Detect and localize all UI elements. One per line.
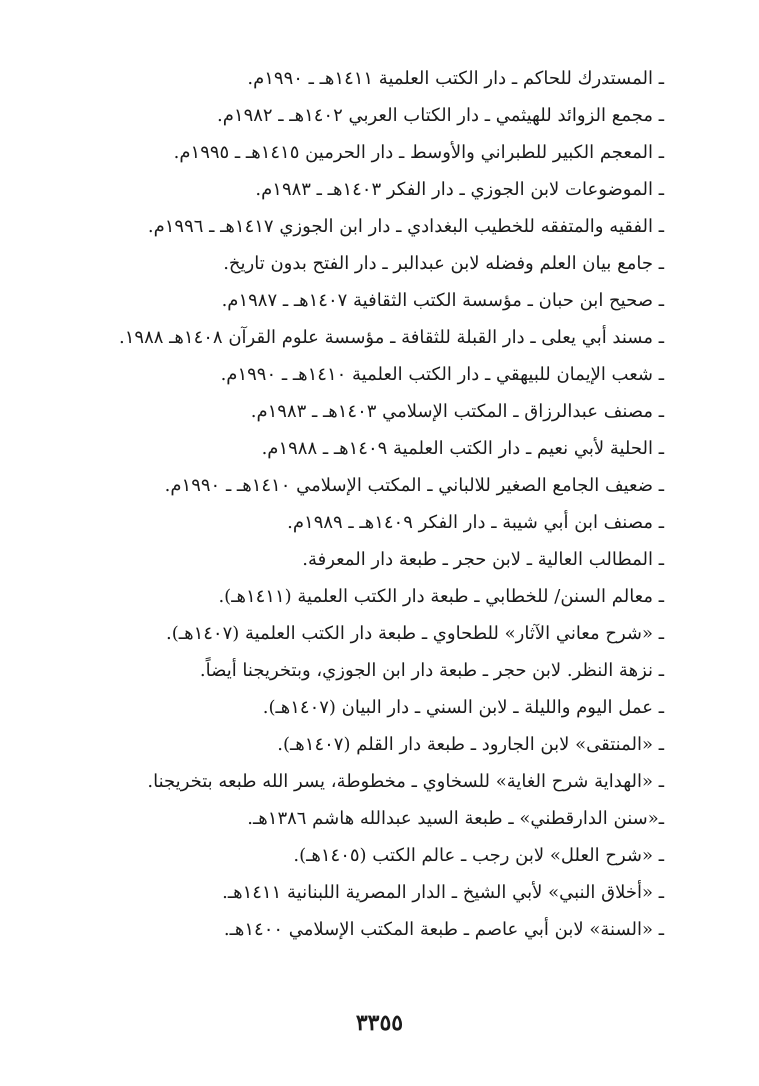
bibliography-entry: ـ نزهة النظر. لابن حجر ـ طبعة دار ابن الجوزي، وبتخريجنا أيضاً. — [199, 660, 664, 681]
bibliography-list — [119, 60, 664, 948]
bibliography-entry: ـ الفقيه والمتفقه للخطيب البغدادي ـ دار ابن الجوزي ١٤١٧هـ ـ ١٩٩٦م. — [147, 216, 664, 237]
bibliography-entry: ـ مجمع الزوائد للهيثمي ـ دار الكتاب العربي ١٤٠٢هـ ـ ١٩٨٢م. — [217, 105, 664, 126]
bibliography-entry: ـ شعب الإيمان للبيهقي ـ دار الكتب العلمية ١٤١٠هـ ـ ١٩٩٠م. — [220, 364, 664, 385]
bibliography-entry: ـ مصنف ابن أبي شيبة ـ دار الفكر ١٤٠٩هـ ـ ١٩٨٩م. — [287, 512, 664, 533]
bibliography-entry: ـ ضعيف الجامع الصغير للالباني ـ المكتب الإسلامي ١٤١٠هـ ـ ١٩٩٠م. — [164, 475, 664, 496]
bibliography-entry: ـ «أخلاق النبي» لأبي الشيخ ـ الدار المصرية اللبنانية ١٤١١هـ. — [222, 882, 664, 903]
bibliography-entry: ـ المعجم الكبير للطبراني والأوسط ـ دار الحرمين ١٤١٥هـ ـ ١٩٩٥م. — [173, 142, 664, 163]
bibliography-entry: ـ «شرح العلل» لابن رجب ـ عالم الكتب (١٤٠٥هـ). — [293, 845, 664, 866]
bibliography-entry: ـ مسند أبي يعلى ـ دار القبلة للثقافة ـ مؤسسة علوم القرآن ١٤٠٨هـ ١٩٨٨. — [119, 327, 664, 348]
bibliography-entry: ـ الحلية لأبي نعيم ـ دار الكتب العلمية ١٤٠٩هـ ـ ١٩٨٨م. — [261, 438, 664, 459]
bibliography-entry: ـ عمل اليوم والليلة ـ لابن السني ـ دار البيان (١٤٠٧هـ). — [262, 697, 664, 718]
bibliography-entry: ـ «السنة» لابن أبي عاصم ـ طبعة المكتب الإسلامي ١٤٠٠هـ. — [223, 919, 664, 940]
bibliography-entry: ـ «المنتقى» لابن الجارود ـ طبعة دار القلم (١٤٠٧هـ). — [277, 734, 664, 755]
bibliography-entry: ـ المطالب العالية ـ لابن حجر ـ طبعة دار المعرفة. — [302, 549, 664, 570]
bibliography-entry: ـ معالم السنن/ للخطابي ـ طبعة دار الكتب العلمية (١٤١١هـ). — [218, 586, 664, 607]
bibliography-entry: ـ الموضوعات لابن الجوزي ـ دار الفكر ١٤٠٣هـ ـ ١٩٨٣م. — [255, 179, 664, 200]
bibliography-entry: ـ «الهداية شرح الغاية» للسخاوي ـ مخطوطة، يسر الله طبعه بتخريجنا. — [147, 771, 664, 792]
bibliography-entry: ـ جامع بيان العلم وفضله لابن عبدالبر ـ دار الفتح بدون تاريخ. — [223, 253, 664, 274]
bibliography-entry: ـ صحيح ابن حبان ـ مؤسسة الكتب الثقافية ١٤٠٧هـ ـ ١٩٨٧م. — [221, 290, 664, 311]
bibliography-entry: ـ مصنف عبدالرزاق ـ المكتب الإسلامي ١٤٠٣هـ ـ ١٩٨٣م. — [250, 401, 664, 422]
bibliography-entry: ـ المستدرك للحاكم ـ دار الكتب العلمية ١٤١١هـ ـ ١٩٩٠م. — [247, 68, 664, 89]
bibliography-entry: ـ«سنن الدارقطني» ـ طبعة السيد عبدالله هاشم ١٣٨٦هـ. — [247, 808, 664, 829]
page-number: ٣٣٥٥ — [355, 1010, 404, 1036]
bibliography-entry: ـ «شرح معاني الآثار» للطحاوي ـ طبعة دار الكتب العلمية (١٤٠٧هـ). — [166, 623, 664, 644]
